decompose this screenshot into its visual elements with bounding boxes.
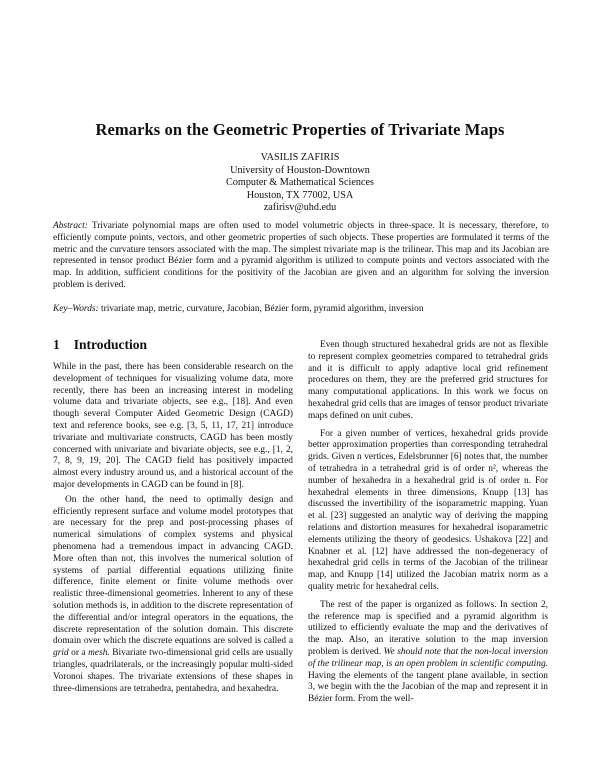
term-grid: grid	[53, 648, 69, 659]
right-column	[308, 340, 548, 709]
author-address: Houston, TX 77002, USA	[246, 189, 354, 201]
keywords	[53, 304, 549, 316]
author-affiliation-1: University of Houston-Downtown	[230, 164, 370, 176]
author-email: zafirisv@uhd.edu	[263, 202, 337, 214]
author-affiliation-2: Computer & Mathematical Sciences	[226, 177, 374, 189]
section-heading	[53, 337, 147, 353]
section-number: 1	[53, 337, 60, 352]
abstract-text: Trivariate polynomial maps are often used to model volumetric objects in three-space. It is necessary, therefore, to efficiently compute points, vectors, and other geometric properties of such objects. These properties are formulated it terms of the metric and the curvature tensors associated with the map. The simplest trivariate map is the trilinear. This map and its Jacobian are represented in tensor product Bézier form and a pyramid algorithm is utilized to compute points and vectors associated with the map. In addition, sufficient conditions for the positivity of the Jacobian are given and an algorithm for solving the inversion problem is derived.	[53, 221, 549, 290]
paper-title: Remarks on the Geometric Properties of Trivariate Maps	[95, 120, 505, 139]
right-paragraph-2: For a given number of vertices, hexahedral grids provide better approximation properties than corresponding tetrahedral grids. Given n vertices, Edelsbrunner [6] notes that, the number of tetrahedra in a tetrahedral grid is of order n², whereas the number of hexahedra in a hexahedral grid is of order n. For hexahedral elements in three dimensions, Knupp [13] has discussed the invertibility of the isoparametric mapping. Yuan et al. [23] suggested an analytic way of deriving the mapping relations and distortion measures for hexahedral isoparametric elements utilizing the theory of geodesics. Ushakova [22] and Knabner et al. [12] have addressed the non-degeneracy of hexahedral grid cells in terms of the Jacobian of the trilinear map, and Knupp [14] utilized the Jacobian matrix norm as a quality metric for hexahedral cells.	[308, 428, 548, 592]
section-title: Introduction	[73, 337, 148, 352]
right-paragraph-1: Even though structured hexahedral grids are not as flexible to represent complex geometries compared to tetrahedral grids and it is difficult to apply adaptive local grid refinement procedures on them, they are the preferred grid structures for many computational applications. In this work we focus on hexahedral grid cells that are images of tensor product trivariate maps defined on unit cubes.	[308, 340, 548, 421]
left-paragraph-2-a: On the other hand, the need to optimally design and efficiently represent surface and volume model prototypes that are necessary for the prep and post-processing phases of numerical simulations of complex systems and physical phenomena had a tremendous impact in advancing CAGD. More often than not, this involves the numerical solution of systems of partial differential equations utilizing finite difference, finite element or finite volume methods over realistic three-dimensional geometries. Inherent to any of these solution methods is, in addition to the discrete representation of the differential and/or integral operators in the equations, the discrete representation of the solution domain. This discrete domain over which the discrete equations are solved is called a	[53, 494, 293, 647]
term-mesh: mesh.	[88, 648, 110, 659]
left-paragraph-2-or: or a	[71, 648, 86, 659]
right-paragraph-3-italic: We should note that the non-local inversion of the trilinear map, is an open problem in scientific computing.	[308, 646, 548, 669]
keywords-text: trivariate map, metric, curvature, Jacobian, Bézier form, pyramid algorithm, inversion	[101, 304, 424, 314]
abstract	[53, 221, 549, 292]
abstract-label: Abstract:	[53, 221, 88, 231]
keywords-label: Key–Words:	[53, 304, 99, 314]
left-paragraph-2-b: Bivariate two-dimensional grid cells are usually triangles, quadrilaterals, or the increasingly popular multi-sided Voronoi shapes. The trivariate extensions of these shapes in three-dimensions are tetrahedra, pentahedra, and hexahedra.	[53, 648, 294, 694]
left-paragraph-1: While in the past, there has been considerable research on the development of techniques for visualizing volume data, more recently, there has been an increasing interest in modeling volume data and trivariate objects, see e.g., [18]. And even though several Computer Aided Geometric Design (CAGD) text and reference books, see e.g. [3, 5, 11, 17, 21] introduce trivariate and multivariate constructs, CAGD has been mostly concerned with univariate and bivariate objects, see e.g., [1, 2, 7, 8, 9, 19, 20]. The CAGD field has positively impacted almost every industry around us, and a historical account of the major developments in CAGD can be found in [8].	[53, 362, 293, 490]
right-paragraph-3-b: Having the elements of the tangent plane available, in section 3, we begin with the the Jacobian of the map and represent it in Bézier form. From the well-	[308, 670, 548, 705]
author-name: VASILIS ZAFIRIS	[260, 152, 340, 163]
author-block	[0, 152, 600, 215]
right-paragraph-3-a: The rest of the paper is organized as follows. In section 2, the reference map is specified and a pyramid algorithm is utilized to efficiently evaluate the map and the derivatives of the map. Also, an iterative solution to the map inversion problem is derived.	[308, 599, 548, 657]
left-paragraph-2	[53, 495, 293, 696]
right-paragraph-3	[308, 600, 548, 706]
left-column	[53, 362, 293, 698]
